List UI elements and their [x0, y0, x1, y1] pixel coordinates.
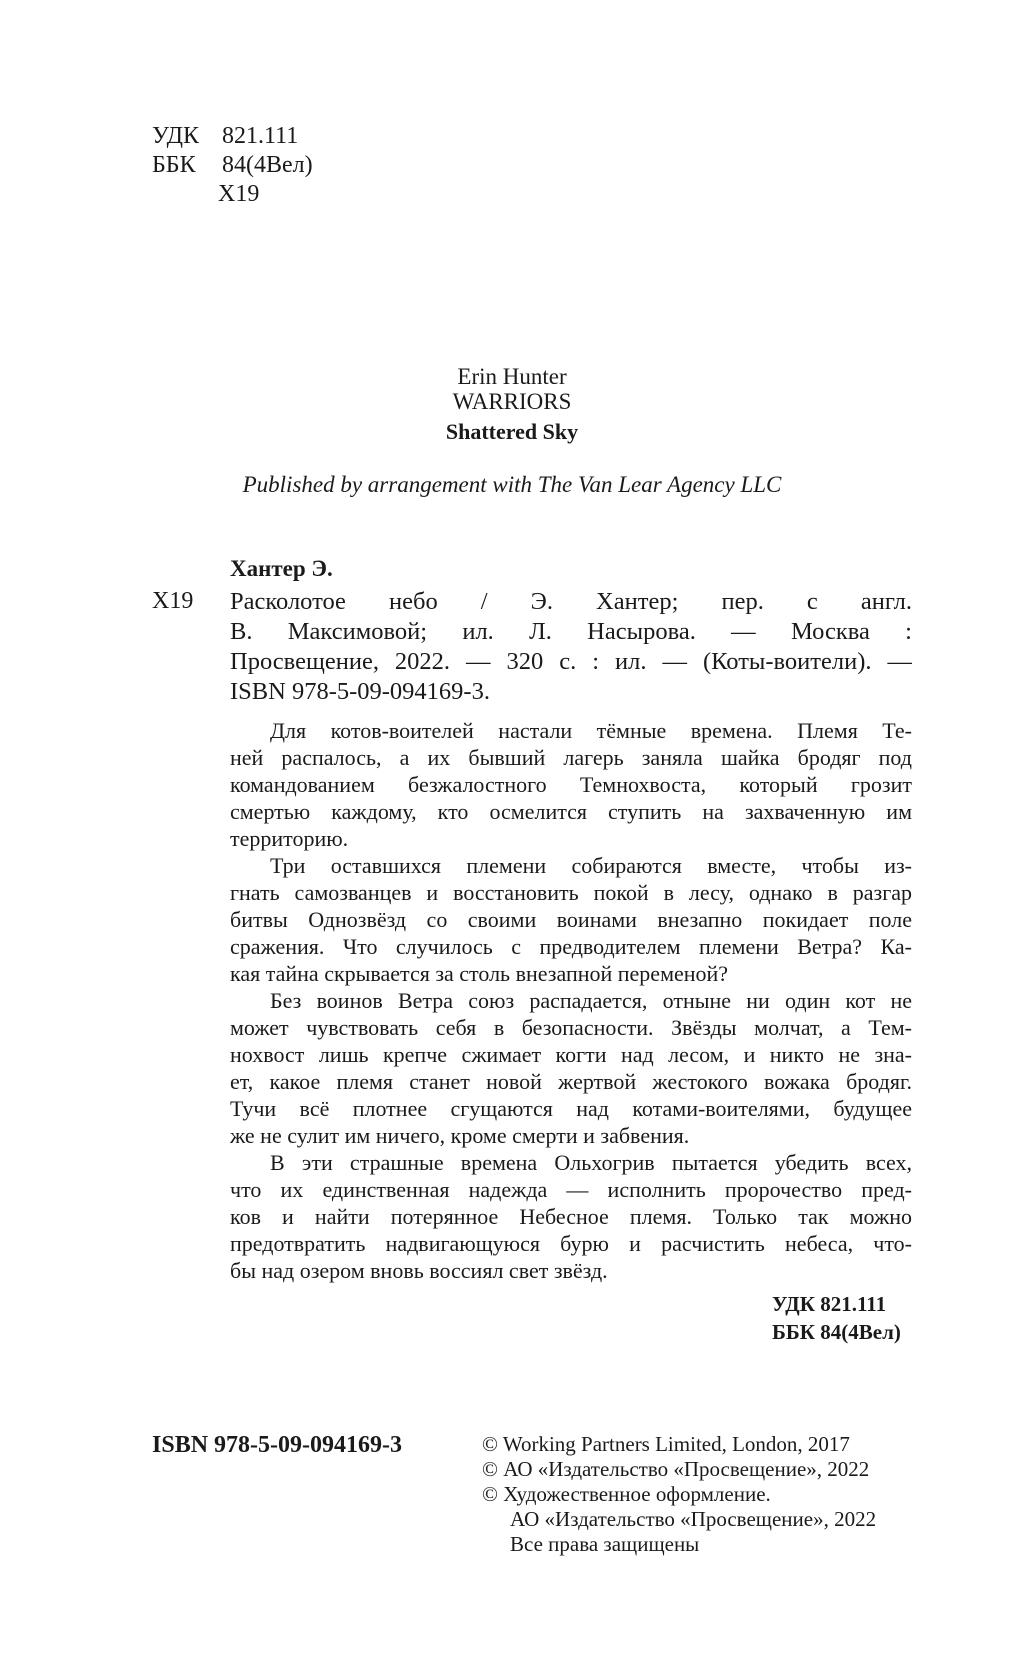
biblio-line: Расколотое небо / Э. Хантер; пер. с англ. [230, 588, 912, 615]
copyright-line: © АО «Издательство «Просвещение», 2022 [482, 1457, 870, 1481]
bbk-bottom: ББК 84(4Вел) [772, 1320, 901, 1344]
annotation-line: Три оставшихся племени собираются вместе, чтобы из- [270, 853, 912, 878]
classification-block-bottom [772, 1290, 912, 1346]
bibliographic-code: Х19 [152, 588, 194, 614]
udk-value: 821.111 [222, 123, 299, 149]
copyright-line: © Художественное оформление. [482, 1482, 771, 1506]
udk-bottom: УДК 821.111 [772, 1292, 887, 1316]
annotation [230, 717, 912, 1284]
annotation-line: территорию. [230, 826, 349, 851]
bbk-label: ББК [152, 152, 196, 178]
annotation-line: бы над озером вновь воссиял свет звёзд. [230, 1258, 608, 1283]
annotation-line: В эти страшные времена Ольхогрив пытается убедить всех, [270, 1150, 912, 1175]
copyright-line: АО «Издательство «Просвещение», 2022 [510, 1507, 877, 1531]
udk-row [152, 122, 313, 151]
bibliographic-author-heading: Хантер Э. [230, 556, 333, 581]
bbk-row [152, 151, 313, 180]
copyright-block [482, 1432, 876, 1557]
udk-label: УДК [152, 123, 199, 149]
biblio-line: ISBN 978-5-09-094169-3. [230, 678, 490, 705]
arrangement-note: Published by arrangement with The Van Lear Agency LLC [242, 472, 782, 497]
annotation-line: ет, какое племя станет новой жертвой жестокого вожака бродяг. [230, 1069, 912, 1094]
annotation-line: сражения. Что случилось с предводителем племени Ветра? Ка- [230, 934, 912, 959]
author-sign: Х19 [218, 181, 260, 207]
annotation-line: ков и найти потерянное Небесное племя. Только так можно [230, 1204, 912, 1229]
annotation-line: нохвост лишь крепче сжимает когти над лесом, и никто не зна- [230, 1042, 912, 1067]
bbk-value: 84(4Вел) [222, 152, 313, 178]
annotation-line: предотвратить надвигающуюся бурю и расчистить небеса, что- [230, 1231, 912, 1256]
copyright-line: © Working Partners Limited, London, 2017 [482, 1432, 850, 1456]
isbn: ISBN 978-5-09-094169-3 [152, 1432, 402, 1458]
annotation-line: гнать самозванцев и восстановить покой в лесу, однако в разгар [230, 880, 912, 905]
annotation-line: Тучи всё плотнее сгущаются над котами-воителями, будущее [230, 1096, 912, 1121]
original-series: WARRIORS [452, 389, 572, 414]
rights-reserved: Все права защищены [510, 1532, 700, 1556]
original-author: Erin Hunter [457, 364, 567, 389]
classification-block-top [152, 122, 313, 209]
annotation-line: ней распалось, а их бывший лагерь заняла шайка бродяг под [230, 745, 912, 770]
annotation-line: кая тайна скрывается за столь внезапной переменой? [230, 961, 729, 986]
bibliographic-description [230, 587, 912, 707]
annotation-line: смертью каждому, кто осмелится ступить на захваченную им [230, 799, 912, 824]
annotation-line: же не сулит им ничего, кроме смерти и забвения. [230, 1123, 690, 1148]
original-title: Shattered Sky [445, 419, 579, 444]
biblio-line: Просвещение, 2022. — 320 с. : ил. — (Коты-воители). — [230, 648, 912, 675]
annotation-line: может чувствовать себя в безопасности. Звёзды молчат, а Тем- [230, 1015, 912, 1040]
biblio-line: В. Максимовой; ил. Л. Насырова. — Москва : [230, 618, 912, 645]
annotation-line: что их единственная надежда — исполнить пророчество пред- [230, 1177, 912, 1202]
annotation-line: командованием безжалостного Темнохвоста, который грозит [230, 772, 912, 797]
annotation-line: битвы Однозвёзд со своими воинами внезапно покидает поле [230, 907, 912, 932]
annotation-line: Без воинов Ветра союз распадается, отныне ни один кот не [270, 988, 912, 1013]
annotation-line: Для котов-воителей настали тёмные времена. Племя Те- [270, 718, 912, 743]
